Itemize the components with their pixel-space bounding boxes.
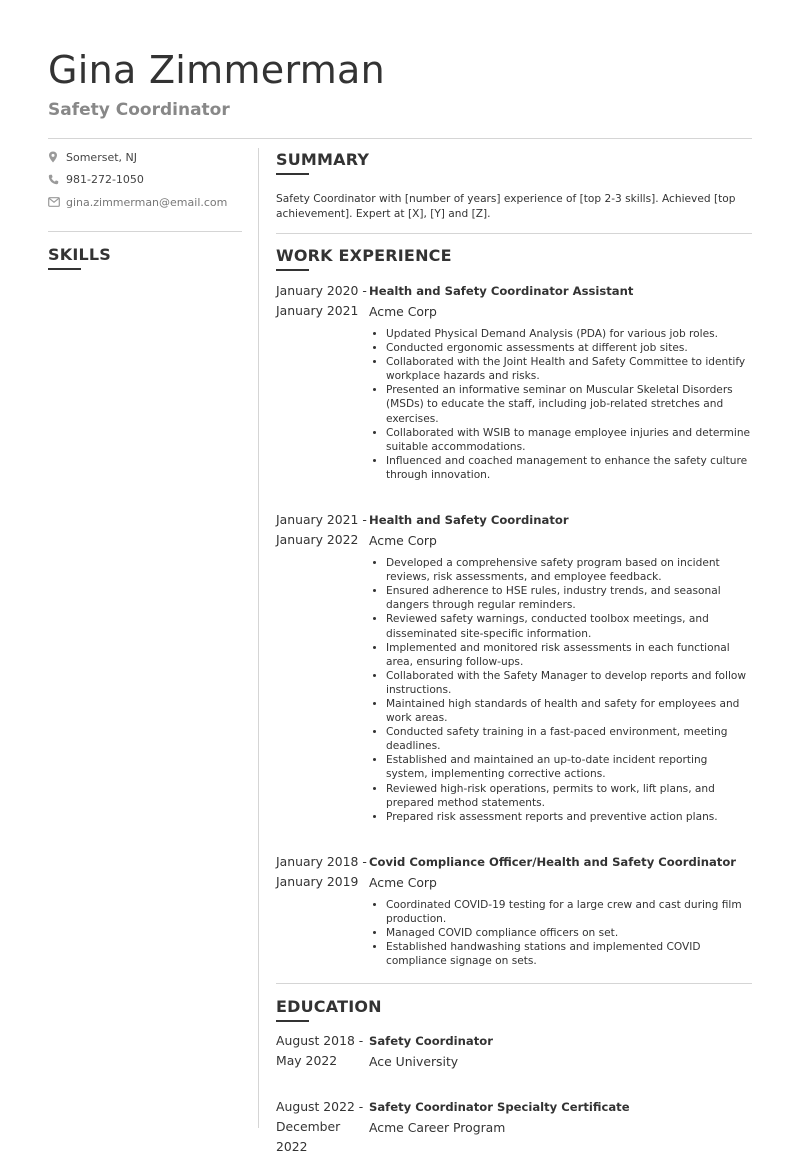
job-details [369,510,752,824]
phone-text: 981-272-1050 [66,173,144,187]
job-bullet: • Reviewed high-risk operations, permits to work, lift plans, and prepared method statements. [386,782,752,810]
experience-section [276,246,752,968]
contact-phone [48,169,242,192]
job-bullet: • Presented an informative seminar on Muscular Skeletal Disorders (MSDs) to educate the staff, including job-related stretches and exercises. [386,383,752,425]
job-dates [276,852,369,968]
job-bullet: • Coordinated COVID-19 testing for a large crew and cast during film production. [386,898,752,926]
summary-text: Safety Coordinator with [number of years] experience of [top 2-3 skills]. Achieved [top achievement]. Expert at [X], [Y] and [Z]. [276,193,736,220]
job-company: Acme Corp [369,874,437,890]
header-divider [48,138,752,139]
job-bullet: • Prepared risk assessment reports and preventive action plans. [386,810,752,824]
job-details [369,281,752,482]
job-date-end: January 2019 [276,873,359,889]
summary-heading-underline [276,173,309,175]
job-details [369,852,752,968]
skills-heading: SKILLS [48,244,111,264]
job-bullet: • Ensured adherence to HSE rules, industry trends, and seasonal dangers through regular reminders. [386,584,752,612]
education-heading-underline [276,1020,309,1022]
job-bullets [369,898,752,968]
job-role: Health and Safety Coordinator [369,513,569,528]
job-role: Health and Safety Coordinator Assistant [369,284,634,298]
job-role: Covid Compliance Officer/Health and Safety Coordinator [369,854,737,869]
sidebar [48,146,242,270]
experience-heading: WORK EXPERIENCE [276,246,452,265]
job-bullet: • Established and maintained an up-to-date incident reporting system, implementing corrective actions. [386,753,752,781]
education-date-end: December 2022 [276,1119,341,1155]
education-school: Acme Career Program [369,1120,506,1136]
job-date-start: January 2020 - [276,283,367,298]
education-degree: Safety Coordinator [369,1034,493,1049]
main-column [276,150,752,1157]
education-date-start: August 2018 - [276,1033,364,1049]
education-entry [276,1097,752,1157]
envelope-icon [48,197,66,207]
sidebar-divider [48,231,242,232]
job-bullet: • Influenced and coached management to enhance the safety culture through innovation. [386,454,752,482]
job-bullet: • Collaborated with WSIB to manage employee injuries and determine suitable accommodations. [386,426,752,454]
education-details [369,1031,752,1072]
job-bullet: • Collaborated with the Safety Manager to develop reports and follow instructions. [386,669,752,697]
job-title: Safety Coordinator [48,100,230,120]
job-bullet: • Managed COVID compliance officers on set. [386,926,752,940]
candidate-name: Gina Zimmerman [48,48,385,92]
summary-divider [276,233,752,234]
job-company: Acme Corp [369,533,437,549]
job-bullet: • Reviewed safety warnings, conducted toolbox meetings, and disseminated site-specific information. [386,612,752,640]
job-bullet: • Maintained high standards of health and safety for employees and work areas. [386,697,752,725]
phone-icon [48,174,66,185]
job-bullets [369,556,752,824]
job-entry [276,510,752,824]
education-entry [276,1031,752,1072]
job-date-end: January 2022 [276,532,359,548]
education-date-start: August 2022 - [276,1099,364,1115]
job-bullet: • Implemented and monitored risk assessments in each functional area, ensuring follow-ups. [386,641,752,669]
education-section [276,997,752,1157]
education-heading: EDUCATION [276,997,382,1017]
education-date-end: May 2022 [276,1053,338,1069]
job-date-start: January 2021 - [276,512,367,528]
job-date-end: January 2021 [276,303,359,318]
experience-heading-underline [276,269,309,271]
job-company: Acme Corp [369,304,437,319]
job-bullets [369,327,752,482]
summary-heading: SUMMARY [276,150,370,169]
job-bullet: • Conducted safety training in a fast-paced environment, meeting deadlines. [386,725,752,753]
job-bullet: • Developed a comprehensive safety program based on incident reviews, risk assessments, and employee feedback. [386,556,752,584]
job-date-start: January 2018 - [276,853,367,869]
map-pin-icon [48,151,66,163]
experience-divider [276,983,752,984]
education-details [369,1097,752,1157]
job-bullet: • Collaborated with the Joint Health and Safety Committee to identify workplace hazards and risks. [386,355,752,383]
job-entry [276,281,752,482]
contact-location [48,146,242,169]
resume-header [48,46,385,120]
email-link[interactable]: gina.zimmerman@email.com [66,195,228,209]
location-text: Somerset, NJ [66,150,137,164]
job-bullet: • Updated Physical Demand Analysis (PDA) for various job roles. [386,327,752,341]
job-bullet: • Conducted ergonomic assessments at different job sites. [386,341,752,355]
summary-section [276,150,752,222]
job-dates [276,281,369,482]
education-dates [276,1031,369,1072]
job-entry [276,852,752,968]
column-divider [258,148,259,1128]
education-dates [276,1097,369,1157]
job-dates [276,510,369,824]
contact-email [48,191,242,214]
education-degree: Safety Coordinator Specialty Certificate [369,1100,630,1115]
job-bullet: • Established handwashing stations and implemented COVID compliance signage on sets. [386,940,752,968]
education-school: Ace University [369,1054,459,1070]
skills-heading-underline [48,268,81,270]
